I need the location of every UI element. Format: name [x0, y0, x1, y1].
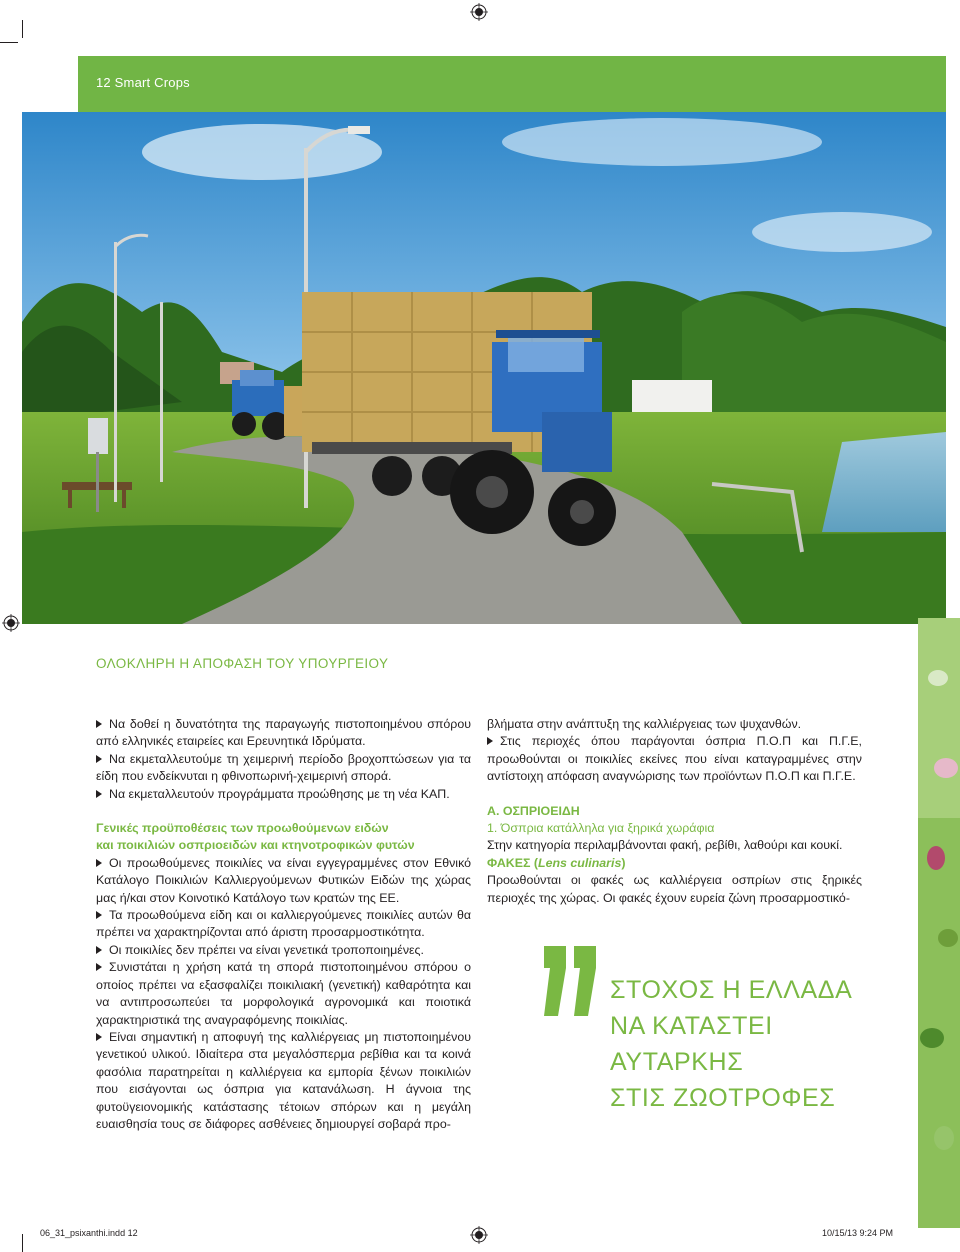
pull-quote: [610, 972, 900, 1116]
list-item: Οι προωθούμενες ποικιλίες να είναι εγγεγραμμένες στον Εθνικό Κατάλογο Ποικιλιών Καλλιεργούμενων Φυτικών Ειδών της χώρας μας ή/και στον Κοινοτικό Κατάλογο των κρατών της ΕΕ.: [96, 855, 471, 907]
header-band: [78, 56, 946, 112]
registration-mark-icon: [2, 614, 20, 632]
body-text: Στην κατηγορία περιλαμβάνονται φακή, ρεβίθι, λαθούρι και κουκί.: [487, 838, 843, 853]
body-text: βλήματα στην ανάπτυξη της καλλιέργειας των ψυχανθών.: [487, 717, 802, 731]
crop-heading: [487, 855, 862, 872]
footer-timestamp: 10/15/13 9:24 PM: [822, 1228, 894, 1238]
subheading: Γενικές προϋποθέσεις των προωθούμενων ειδών: [96, 821, 389, 836]
list-item: Οι ποικιλίες δεν πρέπει να είναι γενετικά τροποποιημένες.: [96, 942, 471, 959]
list-item: Να δοθεί η δυνατότητα της παραγωγής πιστοποιημένου σπόρου από ελληνικές εταιρείες και Ερευνητικά Ιδρύματα.: [96, 716, 471, 751]
list-item: Τα προωθούμενα είδη και οι καλλιεργούμενες ποικιλίες αυτών θα πρέπει να χαρακτηρίζονται από άριστη προσαρμοστικότητα.: [96, 907, 471, 942]
crop-heading-label: ΦΑΚΕΣ (: [487, 855, 539, 870]
section-title: ΟΛΟΚΛΗΡΗ Η ΑΠΟΦΑΣΗ ΤΟΥ ΥΠΟΥΡΓΕΙΟΥ: [96, 656, 389, 671]
registration-mark-icon: [470, 1226, 488, 1244]
section-heading: Α. ΟΣΠΡΙΟΕΙΔΗ: [487, 803, 580, 818]
subheading: 1. Όσπρια κατάλληλα για ξηρικά χωράφια: [487, 821, 715, 836]
list-item: Είναι σημαντική η αποφυγή της καλλιέργειας μη πιστοποιημένου γενετικού υλικού. Ιδιαίτερα στα μεγαλόσπερμα ρεβίθια και τα κοινά φασόλια παρατηρείται η καλλιέργεια κα εμπορία ξένων ποικιλιών που εισάγονται ως όσπρια για κατανάλωση. Η άγνοια της φυτοϋγειονομικής κατάστασης τέτοιων σπόρων και η μεγάλη ευαισθησία τους σε διάφορες ασθένειες δημιουργεί σοβαρά προ-: [96, 1029, 471, 1133]
pull-quote-line: ΣΤΟΧΟΣ Η ΕΛΛΑΔΑ: [610, 976, 853, 1004]
tractor-photo: [22, 112, 946, 624]
pull-quote-line: ΣΤΙΣ ΖΩΟΤΡΟΦΕΣ: [610, 1084, 836, 1112]
pull-quote-line: ΝΑ ΚΑΤΑΣΤΕΙ: [610, 1012, 773, 1040]
body-text: Προωθούνται οι φακές ως καλλιέργεια οσπρίων στις ξηρικές περιοχές της χώρας. Οι φακές έχουν ευρεία ζώνη προσαρμοστικό-: [487, 873, 862, 905]
page-header-label: 12 Smart Crops: [96, 75, 190, 90]
list-item: Να εκμεταλλευτούμε τη χειμερινή περίοδο βροχοπτώσεων για τα είδη που ενδείκνυται η φθινοπωρινή-χειμερινή σπορά.: [96, 751, 471, 786]
right-text-column: [487, 716, 862, 907]
quote-marks-icon: [538, 940, 602, 1020]
list-item: Συνιστάται η χρήση κατά τη σπορά πιστοποιημένου σπόρου ο οποίος πρέπει να εξασφαλίζει ποικιλιακή (γενετική) καθαρότητα και να αντιπροσωπεύει τα μορφολογικά αγρονομικά και ποιοτικά χαρακτηριστικά της αναγραφόμενης ποικιλίας.: [96, 959, 471, 1029]
list-item: Στις περιοχές όπου παράγονται όσπρια Π.Ο.Π και Π.Γ.Ε, προωθούνται οι ποικιλίες εκείνες που είναι καταγραμμένες στην αντίστοιχη απόφαση αναγνώρισης των προϊόντων Π.Ο.Π και Π.Γ.Ε.: [487, 733, 862, 785]
crop-heading-close: ): [621, 855, 626, 870]
left-text-column: [96, 716, 471, 1133]
pull-quote-line: ΑΥΤΑΡΚΗΣ: [610, 1048, 744, 1076]
flower-bleed-image: [918, 618, 960, 1228]
list-item: Να εκμεταλλευτούν προγράμματα προώθησης με τη νέα ΚΑΠ.: [96, 786, 471, 803]
crop-mark: [0, 42, 18, 43]
crop-mark: [22, 20, 23, 38]
subheading: και ποικιλιών οσπριοειδών και κτηνοτροφικών φυτών: [96, 838, 415, 853]
latin-name: Lens culinaris: [538, 855, 622, 870]
footer-file-slug: 06_31_psixanthi.indd 12: [40, 1228, 138, 1238]
registration-mark-icon: [470, 3, 488, 21]
crop-mark: [22, 1234, 23, 1252]
